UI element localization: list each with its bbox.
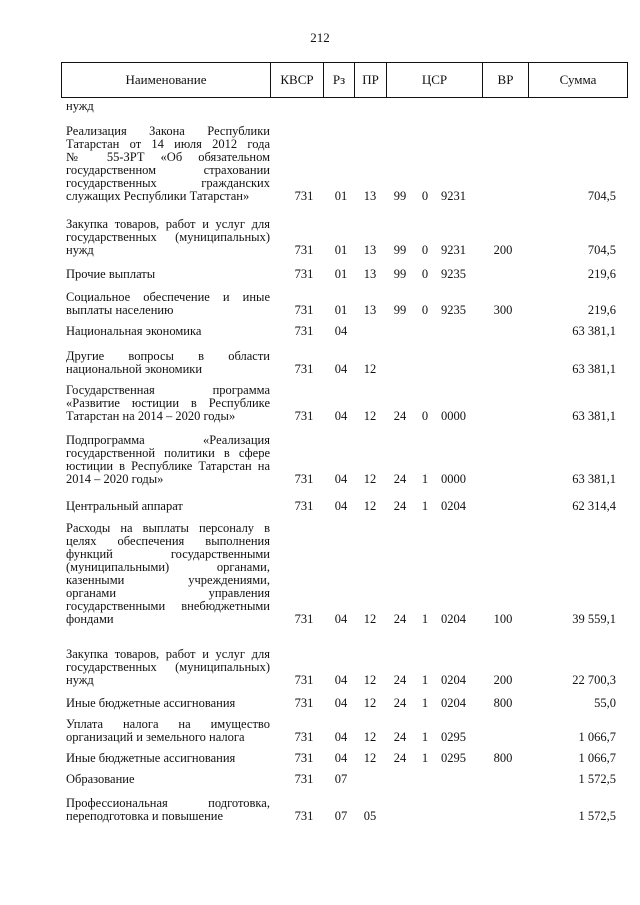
cell-vr: 100 xyxy=(493,612,513,626)
cell-pr: 12 xyxy=(363,730,377,744)
cell-kvsr: 731 xyxy=(294,809,314,823)
cell-pr: 12 xyxy=(363,673,377,687)
cell-csr-subprogram: 1 xyxy=(421,730,429,744)
row-name xyxy=(66,500,270,513)
row-name-line: Подпрограмма «Реализация xyxy=(66,434,270,447)
row-name-line: Татарстан на 2014 – 2020 годы» xyxy=(66,410,236,423)
row-name-line: национальной экономики xyxy=(66,363,203,376)
row-name-line: Профессиональная подготовка, xyxy=(66,797,270,810)
cell-rz: 04 xyxy=(334,673,348,687)
row-name-line: казенными учреждениями, xyxy=(66,574,270,587)
cell-csr-direction: 0204 xyxy=(441,612,466,626)
row-name-line: государственных (муниципальных) xyxy=(66,231,270,244)
cell-csr-subprogram: 0 xyxy=(421,303,429,317)
row-name-line: нужд xyxy=(66,100,94,113)
cell-sum: 1 572,5 xyxy=(578,809,616,823)
cell-pr: 12 xyxy=(363,472,377,486)
cell-csr-subprogram: 1 xyxy=(421,499,429,513)
cell-kvsr: 731 xyxy=(294,751,314,765)
cell-rz: 01 xyxy=(334,243,348,257)
cell-rz: 04 xyxy=(334,696,348,710)
row-name xyxy=(66,350,270,376)
row-name-line: государственной политики в сфере xyxy=(66,447,270,460)
cell-sum: 22 700,3 xyxy=(572,673,616,687)
cell-pr: 13 xyxy=(363,267,377,281)
row-name-line: Образование xyxy=(66,773,135,786)
row-name xyxy=(66,797,270,823)
cell-csr-subprogram: 0 xyxy=(421,189,429,203)
cell-csr-direction: 9235 xyxy=(441,267,466,281)
row-name-line: Татарстан от 14 июля 2012 года xyxy=(66,138,270,151)
row-name xyxy=(66,648,270,687)
row-name xyxy=(66,773,270,786)
row-name xyxy=(66,125,270,203)
cell-csr-program: 24 xyxy=(393,472,407,486)
cell-pr: 12 xyxy=(363,751,377,765)
row-name-line: целях обеспечения выполнения xyxy=(66,535,270,548)
cell-vr: 300 xyxy=(493,303,513,317)
header-kvsr: КВСР xyxy=(271,63,324,97)
row-name-line: Иные бюджетные ассигнования xyxy=(66,752,236,765)
cell-sum: 704,5 xyxy=(587,189,616,203)
row-name xyxy=(66,384,270,423)
cell-csr-subprogram: 1 xyxy=(421,472,429,486)
cell-sum: 219,6 xyxy=(587,267,616,281)
cell-sum: 1 066,7 xyxy=(578,751,616,765)
cell-csr-subprogram: 1 xyxy=(421,751,429,765)
page-number: 212 xyxy=(310,30,330,45)
cell-csr-subprogram: 0 xyxy=(421,243,429,257)
row-name-line: Прочие выплаты xyxy=(66,268,156,281)
cell-sum: 63 381,1 xyxy=(572,324,616,338)
cell-kvsr: 731 xyxy=(294,362,314,376)
cell-csr-program: 24 xyxy=(393,612,407,626)
cell-kvsr: 731 xyxy=(294,324,314,338)
row-name-line: Государственная программа xyxy=(66,384,270,397)
cell-kvsr: 731 xyxy=(294,409,314,423)
cell-csr-direction: 0204 xyxy=(441,673,466,687)
row-name-line: Другие вопросы в области xyxy=(66,350,270,363)
header-name: Наименование xyxy=(62,63,271,97)
cell-vr: 800 xyxy=(493,696,513,710)
row-name-line: Национальная экономика xyxy=(66,325,202,338)
cell-sum: 63 381,1 xyxy=(572,409,616,423)
cell-pr: 12 xyxy=(363,499,377,513)
cell-sum: 63 381,1 xyxy=(572,472,616,486)
table-header xyxy=(61,62,628,98)
cell-kvsr: 731 xyxy=(294,696,314,710)
row-name xyxy=(66,268,270,281)
cell-rz: 04 xyxy=(334,409,348,423)
header-rz: Рз xyxy=(324,63,355,97)
row-name-line: Уплата налога на имущество xyxy=(66,718,270,731)
row-name-line: Закупка товаров, работ и услуг для xyxy=(66,648,270,661)
cell-kvsr: 731 xyxy=(294,303,314,317)
cell-vr: 200 xyxy=(493,243,513,257)
cell-pr: 05 xyxy=(363,809,377,823)
cell-sum: 1 066,7 xyxy=(578,730,616,744)
cell-csr-direction: 9235 xyxy=(441,303,466,317)
cell-csr-program: 99 xyxy=(393,303,407,317)
row-name-line: государственных (муниципальных) xyxy=(66,661,270,674)
cell-kvsr: 731 xyxy=(294,772,314,786)
cell-csr-program: 24 xyxy=(393,499,407,513)
row-name-line: нужд xyxy=(66,674,94,687)
row-name xyxy=(66,218,270,257)
cell-rz: 01 xyxy=(334,267,348,281)
cell-kvsr: 731 xyxy=(294,499,314,513)
cell-csr-direction: 0204 xyxy=(441,696,466,710)
row-name-line: Центральный аппарат xyxy=(66,500,183,513)
row-name xyxy=(66,752,270,765)
header-pr: ПР xyxy=(355,63,387,97)
row-name-line: нужд xyxy=(66,244,94,257)
cell-vr: 800 xyxy=(493,751,513,765)
row-name-line: государственных гражданских xyxy=(66,177,270,190)
row-name xyxy=(66,718,270,744)
row-name-line: служащих Республики Татарстан» xyxy=(66,190,250,203)
row-name-line: Расходы на выплаты персоналу в xyxy=(66,522,270,535)
cell-csr-program: 24 xyxy=(393,730,407,744)
cell-kvsr: 731 xyxy=(294,267,314,281)
cell-rz: 07 xyxy=(334,772,348,786)
cell-pr: 13 xyxy=(363,189,377,203)
cell-csr-direction: 9231 xyxy=(441,243,466,257)
row-name xyxy=(66,291,270,317)
cell-csr-program: 24 xyxy=(393,696,407,710)
row-name-line: функций государственными xyxy=(66,548,270,561)
cell-kvsr: 731 xyxy=(294,189,314,203)
header-sum: Сумма xyxy=(559,72,597,87)
cell-rz: 01 xyxy=(334,303,348,317)
cell-kvsr: 731 xyxy=(294,243,314,257)
header-vr: ВР xyxy=(483,63,529,97)
row-name xyxy=(66,522,270,626)
cell-rz: 04 xyxy=(334,612,348,626)
row-name xyxy=(66,697,270,710)
cell-csr-direction: 0295 xyxy=(441,751,466,765)
cell-sum: 39 559,1 xyxy=(572,612,616,626)
row-name-line: государственными внебюджетными xyxy=(66,600,270,613)
row-name xyxy=(66,100,270,113)
cell-sum: 63 381,1 xyxy=(572,362,616,376)
row-name-line: (муниципальными) органами, xyxy=(66,561,270,574)
cell-csr-subprogram: 0 xyxy=(421,267,429,281)
cell-pr: 12 xyxy=(363,612,377,626)
row-name-line: «Развитие юстиции в Республике xyxy=(66,397,270,410)
cell-pr: 13 xyxy=(363,243,377,257)
cell-csr-direction: 0000 xyxy=(441,472,466,486)
cell-csr-subprogram: 1 xyxy=(421,696,429,710)
cell-sum: 62 314,4 xyxy=(572,499,616,513)
row-name-line: 2014 – 2020 годы» xyxy=(66,473,164,486)
row-name-line: организаций и земельного налога xyxy=(66,731,245,744)
row-name-line: государственном страховании xyxy=(66,164,270,177)
cell-csr-program: 24 xyxy=(393,409,407,423)
row-name-line: юстиции в Республике Татарстан на xyxy=(66,460,270,473)
cell-csr-direction: 0000 xyxy=(441,409,466,423)
row-name-line: Иные бюджетные ассигнования xyxy=(66,697,236,710)
cell-pr: 12 xyxy=(363,409,377,423)
cell-pr: 13 xyxy=(363,303,377,317)
cell-sum: 219,6 xyxy=(587,303,616,317)
row-name-line: Реализация Закона Республики xyxy=(66,125,270,138)
row-name-line: переподготовка и повышение xyxy=(66,810,224,823)
cell-kvsr: 731 xyxy=(294,612,314,626)
cell-csr-program: 99 xyxy=(393,189,407,203)
cell-pr: 12 xyxy=(363,362,377,376)
cell-rz: 04 xyxy=(334,324,348,338)
cell-csr-direction: 0295 xyxy=(441,730,466,744)
row-name-line: выплаты населению xyxy=(66,304,174,317)
cell-csr-direction: 0204 xyxy=(441,499,466,513)
row-name-line: органами управления xyxy=(66,587,270,600)
cell-kvsr: 731 xyxy=(294,730,314,744)
cell-csr-subprogram: 1 xyxy=(421,612,429,626)
row-name xyxy=(66,434,270,486)
cell-rz: 04 xyxy=(334,751,348,765)
cell-csr-direction: 9231 xyxy=(441,189,466,203)
cell-sum: 1 572,5 xyxy=(578,772,616,786)
cell-csr-subprogram: 1 xyxy=(421,673,429,687)
cell-csr-program: 24 xyxy=(393,751,407,765)
cell-sum: 704,5 xyxy=(587,243,616,257)
cell-rz: 04 xyxy=(334,499,348,513)
header-csr: ЦСР xyxy=(387,63,483,97)
cell-rz: 01 xyxy=(334,189,348,203)
cell-rz: 04 xyxy=(334,472,348,486)
cell-kvsr: 731 xyxy=(294,673,314,687)
cell-csr-subprogram: 0 xyxy=(421,409,429,423)
row-name-line: фондами xyxy=(66,613,114,626)
cell-rz: 04 xyxy=(334,362,348,376)
row-name-line: Социальное обеспечение и иные xyxy=(66,291,270,304)
cell-rz: 04 xyxy=(334,730,348,744)
cell-csr-program: 99 xyxy=(393,267,407,281)
cell-pr: 12 xyxy=(363,696,377,710)
cell-vr: 200 xyxy=(493,673,513,687)
cell-csr-program: 99 xyxy=(393,243,407,257)
row-name-line: № 55-ЗРТ «Об обязательном xyxy=(66,151,270,164)
cell-csr-program: 24 xyxy=(393,673,407,687)
cell-sum: 55,0 xyxy=(594,696,616,710)
cell-rz: 07 xyxy=(334,809,348,823)
row-name-line: Закупка товаров, работ и услуг для xyxy=(66,218,270,231)
cell-kvsr: 731 xyxy=(294,472,314,486)
row-name xyxy=(66,325,270,338)
